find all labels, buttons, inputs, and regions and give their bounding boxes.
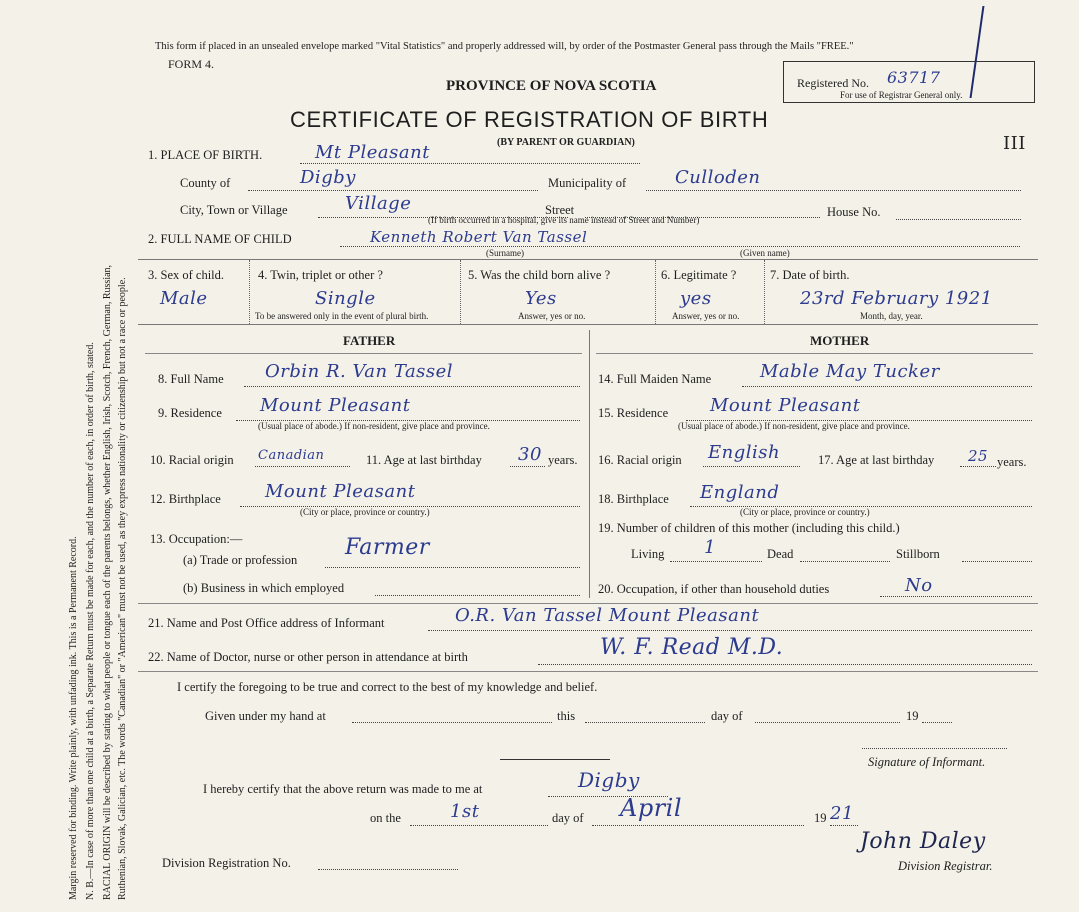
parents-bottom-rule — [138, 603, 1038, 604]
legitimate-note: Answer, yes or no. — [672, 311, 740, 321]
informant-value: O.R. Van Tassel Mount Pleasant — [455, 605, 760, 626]
on-the-label: on the — [370, 811, 401, 825]
trade-line — [325, 567, 580, 568]
certify-year-line — [922, 722, 952, 723]
father-racial-label: 10. Racial origin — [150, 453, 234, 467]
street-label: Street — [545, 203, 575, 217]
municipality-label: Municipality of — [548, 176, 627, 190]
living-value: 1 — [704, 537, 716, 558]
mother-name-value: Mable May Tucker — [760, 361, 940, 382]
county-value: Digby — [300, 167, 356, 188]
father-birthplace-label: 12. Birthplace — [150, 492, 221, 506]
margin-multiple-birth-note: N. B.—In case of more than one child at a birth, a Separate Return must be made for each, and the number of each, in order of birth, stated. — [85, 342, 96, 900]
return-day-line — [410, 825, 548, 826]
certify-statement: I certify the foregoing to be true and correct to the best of my knowledge and belief. — [177, 680, 598, 694]
stillborn-label: Stillborn — [896, 547, 940, 561]
mother-occupation-label: 20. Occupation, if other than household duties — [598, 582, 830, 596]
father-age-label: 11. Age at last birthday — [366, 453, 482, 467]
stillborn-line — [962, 561, 1032, 562]
municipality-value: Culloden — [675, 167, 761, 188]
row3-divider-3 — [655, 260, 656, 324]
row3-divider-1 — [249, 260, 250, 324]
mother-racial-line — [703, 466, 800, 467]
trade-label: (a) Trade or profession — [183, 553, 298, 567]
registrar-use-note: For use of Registrar General only. — [840, 90, 963, 100]
mother-racial-label: 16. Racial origin — [598, 453, 682, 467]
dead-label: Dead — [767, 547, 794, 561]
given-month-line — [755, 722, 900, 723]
return-place-value: Digby — [578, 768, 640, 792]
province-heading: PROVINCE OF NOVA SCOTIA — [446, 78, 657, 94]
dead-line — [800, 561, 890, 562]
given-under-label: Given under my hand at — [205, 709, 326, 723]
house-no-label: House No. — [827, 205, 881, 219]
mother-age-value: 25 — [968, 447, 989, 465]
informant-signature-line — [862, 748, 1007, 749]
twin-label: 4. Twin, triplet or other ? — [258, 268, 383, 282]
father-residence-value: Mount Pleasant — [260, 395, 411, 416]
father-header: FATHER — [343, 333, 396, 348]
father-age-value: 30 — [518, 444, 542, 465]
informant-line — [428, 630, 1032, 631]
return-year-value: 21 — [830, 803, 854, 824]
mother-age-unit: years. — [997, 455, 1027, 469]
father-occupation-label: 13. Occupation:— — [150, 532, 243, 546]
registered-no-label: Registered No. — [797, 76, 869, 90]
living-line — [670, 561, 762, 562]
surname-note: (Surname) — [486, 248, 524, 258]
doctor-label: 22. Name of Doctor, nurse or other person in attendance at birth — [148, 650, 468, 664]
row3-bottom-rule — [138, 324, 1038, 325]
twin-value: Single — [315, 288, 376, 309]
form-number: FORM 4. — [168, 57, 215, 71]
father-name-value: Orbin R. Van Tassel — [265, 361, 454, 382]
father-residence-label: 9. Residence — [158, 406, 222, 420]
business-label: (b) Business in which employed — [183, 581, 345, 595]
children-count-label: 19. Number of children of this mother (including this child.) — [598, 521, 900, 535]
mother-age-label: 17. Age at last birthday — [818, 453, 935, 467]
father-name-label: 8. Full Name — [158, 372, 224, 386]
date-of-birth-label: 7. Date of birth. — [770, 268, 850, 282]
signature-of-informant-label: Signature of Informant. — [868, 755, 986, 769]
margin-racial-origin-note: RACIAL ORIGIN will be described by stating to what people or tongue each of the parents belongs, whether English, Irish, Scotch, French, German, Russian, — [102, 264, 113, 900]
return-day-of-label: day of — [552, 811, 584, 825]
municipality-line — [646, 190, 1021, 191]
doctor-bottom-rule — [138, 671, 1038, 672]
mother-age-line — [960, 466, 996, 467]
corner-mark: III — [1003, 133, 1026, 154]
father-racial-value: Canadian — [258, 448, 325, 463]
legitimate-label: 6. Legitimate ? — [661, 268, 737, 282]
legitimate-value: yes — [680, 288, 712, 309]
this-label: this — [557, 709, 576, 723]
mother-header: MOTHER — [810, 333, 870, 348]
date-of-birth-note: Month, day, year. — [860, 311, 923, 321]
city-value: Village — [345, 193, 412, 214]
mother-racial-value: English — [708, 442, 781, 463]
registrar-signature: John Daley — [860, 829, 986, 854]
given-day-line — [585, 722, 705, 723]
return-day-value: 1st — [450, 801, 480, 822]
date-of-birth-value: 23rd February 1921 — [800, 288, 993, 309]
return-statement: I hereby certify that the above return was made to me at — [203, 782, 483, 796]
child-name-value: Kenneth Robert Van Tassel — [370, 228, 588, 246]
house-no-line — [896, 219, 1021, 220]
father-birthplace-value: Mount Pleasant — [265, 481, 416, 502]
division-registration-label: Division Registration No. — [162, 856, 291, 870]
hospital-note: (If birth occurred in a hospital, give its name instead of Street and Number) — [428, 215, 700, 225]
city-label: City, Town or Village — [180, 203, 288, 217]
born-alive-note: Answer, yes or no. — [518, 311, 586, 321]
county-label: County of — [180, 176, 231, 190]
mother-residence-label: 15. Residence — [598, 406, 669, 420]
margin-binding-note: Margin reserved for binding. Write plainly, with unfading ink. This is a Permanent Record. — [68, 536, 79, 900]
row3-divider-4 — [764, 260, 765, 324]
return-year-line — [830, 825, 858, 826]
certificate-subtitle: (BY PARENT OR GUARDIAN) — [497, 137, 635, 148]
doctor-value: W. F. Read M.D. — [600, 635, 784, 660]
mother-birthplace-note: (City or place, province or country.) — [740, 507, 870, 517]
father-header-rule — [145, 353, 582, 354]
father-birthplace-note: (City or place, province or country.) — [300, 507, 430, 517]
return-year-prefix: 19 — [814, 811, 827, 825]
mother-header-rule — [596, 353, 1033, 354]
mother-name-line — [742, 386, 1032, 387]
born-alive-label: 5. Was the child born alive ? — [468, 268, 611, 282]
return-month-line — [592, 825, 804, 826]
parents-divider — [589, 330, 590, 598]
row3-divider-2 — [460, 260, 461, 324]
division-registration-line — [318, 869, 458, 870]
father-age-unit: years. — [548, 453, 578, 467]
center-rule — [500, 759, 610, 760]
certify-year-label: 19 — [906, 709, 919, 723]
given-name-note: (Given name) — [740, 248, 790, 258]
father-racial-line — [255, 466, 350, 467]
father-name-line — [244, 386, 580, 387]
certificate-title: CERTIFICATE OF REGISTRATION OF BIRTH — [290, 107, 769, 132]
mother-occupation-value: No — [905, 575, 933, 596]
mother-birthplace-label: 18. Birthplace — [598, 492, 669, 506]
county-line — [248, 190, 538, 191]
living-label: Living — [631, 547, 665, 561]
mother-birthplace-value: England — [700, 482, 780, 503]
registered-no-value: 63717 — [887, 68, 941, 87]
row3-top-rule — [138, 259, 1038, 260]
place-of-birth-label: 1. PLACE OF BIRTH. — [148, 148, 263, 162]
place-of-birth-line — [300, 163, 640, 164]
business-line — [375, 595, 580, 596]
father-age-line — [510, 466, 545, 467]
informant-label: 21. Name and Post Office address of Informant — [148, 616, 385, 630]
twin-note: To be answered only in the event of plural birth. — [255, 311, 429, 321]
trade-value: Farmer — [345, 535, 430, 560]
given-place-line — [352, 722, 552, 723]
doctor-line — [538, 664, 1032, 665]
division-registrar-label: Division Registrar. — [898, 859, 993, 873]
mother-name-label: 14. Full Maiden Name — [598, 372, 712, 386]
mother-residence-note: (Usual place of abode.) If non-resident, give place and province. — [678, 421, 910, 431]
father-residence-note: (Usual place of abode.) If non-resident, give place and province. — [258, 421, 490, 431]
margin-racial-origin-note-2: Ruthenian, Slovak, Galician, etc. The words "Canadian" or "American" must not be used, as they express nationality or citizenship but not a race or people. — [117, 277, 128, 900]
return-month-value: April — [620, 794, 683, 822]
sex-label: 3. Sex of child. — [148, 268, 225, 282]
postal-notice: This form if placed in an unsealed envelope marked "Vital Statistics" and properly addressed will, by order of the Postmaster General pass through the Mails "FREE." — [155, 41, 854, 52]
born-alive-value: Yes — [525, 288, 557, 309]
mother-occupation-line — [880, 596, 1032, 597]
sex-value: Male — [160, 288, 208, 309]
mother-residence-value: Mount Pleasant — [710, 395, 861, 416]
place-of-birth-value: Mt Pleasant — [315, 142, 430, 163]
day-of-label: day of — [711, 709, 743, 723]
child-name-label: 2. FULL NAME OF CHILD — [148, 232, 292, 246]
